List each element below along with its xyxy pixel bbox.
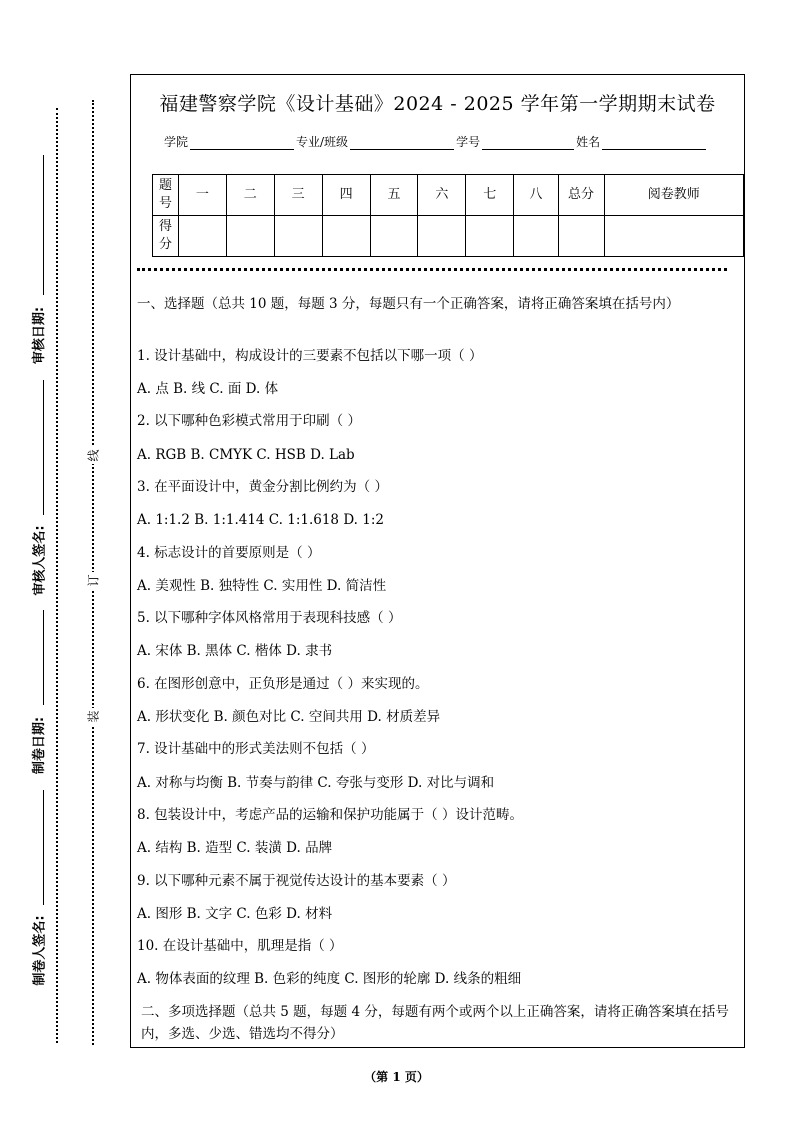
col-header-total: 总分 (558, 175, 604, 216)
col-header: 六 (418, 175, 466, 216)
question-9-options: A. 图形 B. 文字 C. 色彩 D. 材料 (137, 906, 333, 922)
binding-char-zhuang: 装 (85, 708, 101, 725)
reviewer-sign-line (43, 380, 44, 515)
col-header: 二 (226, 175, 274, 216)
question-3: 3. 在平面设计中，黄金分割比例约为（ ） (137, 479, 388, 495)
col-header: 七 (466, 175, 514, 216)
major-label: 专业/班级 (296, 135, 349, 149)
maker-sign-label: 制卷人签名: (32, 914, 48, 986)
question-7-options: A. 对称与均衡 B. 节奏与韵律 C. 夸张与变形 D. 对比与调和 (137, 775, 495, 791)
binding-char-line: 线 (85, 447, 101, 464)
score-cell-grader[interactable] (604, 216, 743, 257)
question-4-options: A. 美观性 B. 独特性 C. 实用性 D. 简洁性 (137, 578, 387, 594)
section1-heading: 一、选择题（总共 10 题，每题 3 分，每题只有一个正确答案，请将正确答案填在括号内） (137, 296, 680, 312)
student-id-field[interactable] (482, 137, 574, 150)
score-cell[interactable] (418, 216, 466, 257)
question-10-options: A. 物体表面的纹理 B. 色彩的纯度 C. 图形的轮廓 D. 线条的粗细 (137, 971, 522, 987)
question-6: 6. 在图形创意中，正负形是通过（ ）来实现的。 (137, 676, 429, 692)
score-cell[interactable] (322, 216, 370, 257)
binding-dotted-line-outer (56, 108, 58, 1043)
header-separator (137, 268, 727, 271)
question-9: 9. 以下哪种元素不属于视觉传达设计的基本要素（ ） (137, 873, 456, 889)
name-field[interactable] (602, 137, 706, 150)
col-header: 八 (514, 175, 558, 216)
score-table-header-row (153, 175, 744, 216)
review-date-line (43, 155, 44, 295)
score-cell-total[interactable] (558, 216, 604, 257)
score-cell[interactable] (370, 216, 418, 257)
question-6-options: A. 形状变化 B. 颜色对比 C. 空间共用 D. 材质差异 (137, 709, 441, 725)
score-cell[interactable] (514, 216, 558, 257)
question-1-options: A. 点 B. 线 C. 面 D. 体 (137, 381, 279, 397)
col-header-grader: 阅卷教师 (604, 175, 743, 216)
score-cell[interactable] (274, 216, 322, 257)
reviewer-sign-label: 审核人签名: (32, 524, 48, 596)
make-date-label: 制卷日期: (32, 716, 48, 774)
col-header: 四 (322, 175, 370, 216)
score-cell[interactable] (466, 216, 514, 257)
question-10: 10. 在设计基础中，肌理是指（ ） (137, 938, 343, 954)
page-number: （第 1 页） (364, 1070, 429, 1084)
college-label: 学院 (164, 135, 189, 149)
college-field[interactable] (190, 137, 294, 150)
row-label-question-no: 题号 (153, 175, 179, 216)
major-field[interactable] (350, 137, 454, 150)
col-header: 五 (370, 175, 418, 216)
make-date-line (43, 610, 44, 705)
student-id-label: 学号 (456, 135, 481, 149)
score-table (152, 174, 744, 257)
question-8: 8. 包装设计中，考虑产品的运输和保护功能属于（ ）设计范畴。 (137, 807, 523, 823)
score-cell[interactable] (178, 216, 226, 257)
section2-heading: 二、多项选择题（总共 5 题，每题 4 分，每题有两个或两个以上正确答案，请将正确答案填在括号内，多选、少选、错选均不得分） (141, 1004, 729, 1042)
exam-frame (130, 74, 745, 1048)
maker-sign-line (43, 790, 44, 905)
question-3-options: A. 1:1.2 B. 1:1.414 C. 1:1.618 D. 1:2 (137, 512, 384, 528)
question-2-options: A. RGB B. CMYK C. HSB D. Lab (137, 447, 355, 463)
col-header: 一 (178, 175, 226, 216)
question-2: 2. 以下哪种色彩模式常用于印刷（ ） (137, 413, 361, 429)
name-label: 姓名 (576, 135, 601, 149)
exam-title: 福建警察学院《设计基础》2024 - 2025 学年第一学期期末试卷 (159, 93, 716, 115)
question-5-options: A. 宋体 B. 黑体 C. 楷体 D. 隶书 (137, 643, 333, 659)
question-8-options: A. 结构 B. 造型 C. 装潢 D. 品牌 (137, 840, 333, 856)
question-4: 4. 标志设计的首要原则是（ ） (137, 545, 321, 561)
review-date-label: 审核日期: (32, 306, 48, 364)
score-cell[interactable] (226, 216, 274, 257)
question-7: 7. 设计基础中的形式美法则不包括（ ） (137, 741, 375, 757)
binding-char-ding: 订 (85, 572, 101, 589)
score-table-score-row (153, 216, 744, 257)
col-header: 三 (274, 175, 322, 216)
question-5: 5. 以下哪种字体风格常用于表现科技感（ ） (137, 610, 402, 626)
row-label-score: 得分 (153, 216, 179, 257)
student-info-row (164, 133, 708, 150)
question-1: 1. 设计基础中，构成设计的三要素不包括以下哪一项（ ） (137, 348, 483, 364)
